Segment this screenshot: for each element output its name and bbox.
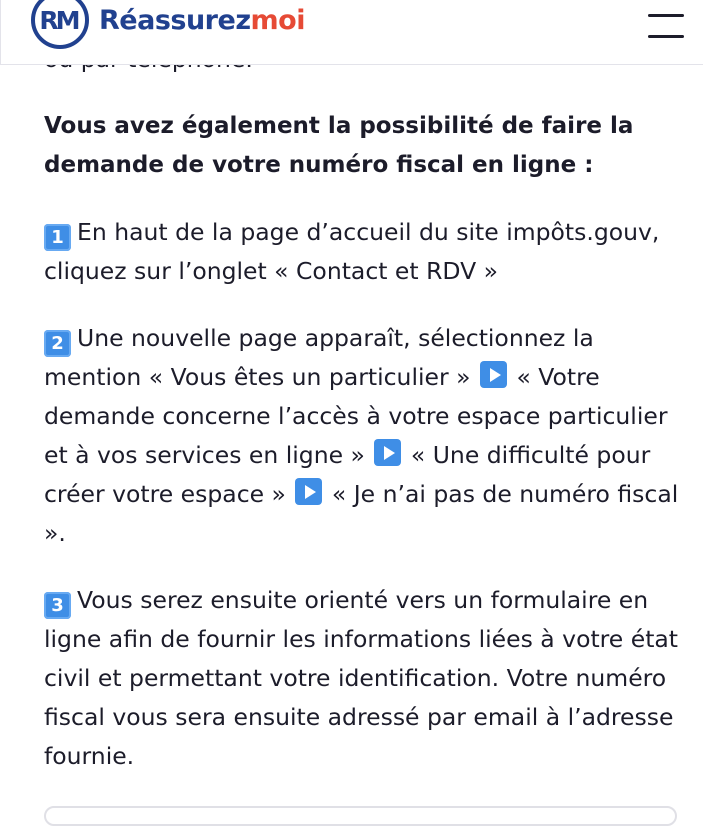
intro-paragraph: Vous avez également la possibilité de faire la demande de votre numéro fiscal en ligne : bbox=[44, 113, 634, 178]
step-1-text: En haut de la page d’accueil du site impôts.gouv, cliquez sur l’onglet « Contact et RDV » bbox=[44, 218, 660, 285]
logo-mark-letters: RM bbox=[39, 5, 78, 35]
keycap-1-icon: 1 bbox=[44, 224, 71, 251]
step-2-text-b: « Votre demande concerne l’accès à votre espace particulier et à vos services en ligne » bbox=[44, 363, 668, 469]
keycap-3-icon: 3 bbox=[44, 592, 71, 619]
logo-mark-icon bbox=[31, 0, 89, 49]
step-2-text-c: « Une difficulté pour créer votre espace » bbox=[44, 441, 651, 508]
hamburger-line bbox=[648, 35, 684, 38]
step-1-paragraph bbox=[44, 213, 684, 291]
step-3-paragraph bbox=[44, 581, 684, 776]
next-card-edge bbox=[44, 806, 677, 826]
site-header bbox=[0, 0, 703, 65]
hamburger-menu-icon[interactable] bbox=[648, 14, 684, 38]
logo-text-main: Réassurez bbox=[99, 4, 251, 36]
site-logo[interactable] bbox=[31, 0, 305, 50]
keycap-2-icon: 2 bbox=[44, 330, 71, 357]
logo-text-accent: moi bbox=[250, 4, 305, 36]
hamburger-line bbox=[648, 14, 684, 17]
play-arrow-icon bbox=[480, 361, 507, 388]
step-2-text-a: Une nouvelle page apparaît, sélectionnez la mention « Vous êtes un particulier » bbox=[44, 324, 594, 391]
step-3-text: Vous serez ensuite orienté vers un formulaire en ligne afin de fournir les informations liées à votre état civil et permettant votre identification. Votre numéro fiscal vous sera ensuite adressé par email à l’adresse fournie. bbox=[44, 586, 679, 770]
logo-wordmark bbox=[99, 5, 305, 36]
play-arrow-icon bbox=[374, 439, 401, 466]
step-2-paragraph bbox=[44, 319, 684, 553]
step-2-text-d: « Je n’ai pas de numéro fiscal ». bbox=[44, 480, 679, 547]
play-arrow-icon bbox=[295, 478, 322, 505]
article-body bbox=[44, 40, 684, 804]
